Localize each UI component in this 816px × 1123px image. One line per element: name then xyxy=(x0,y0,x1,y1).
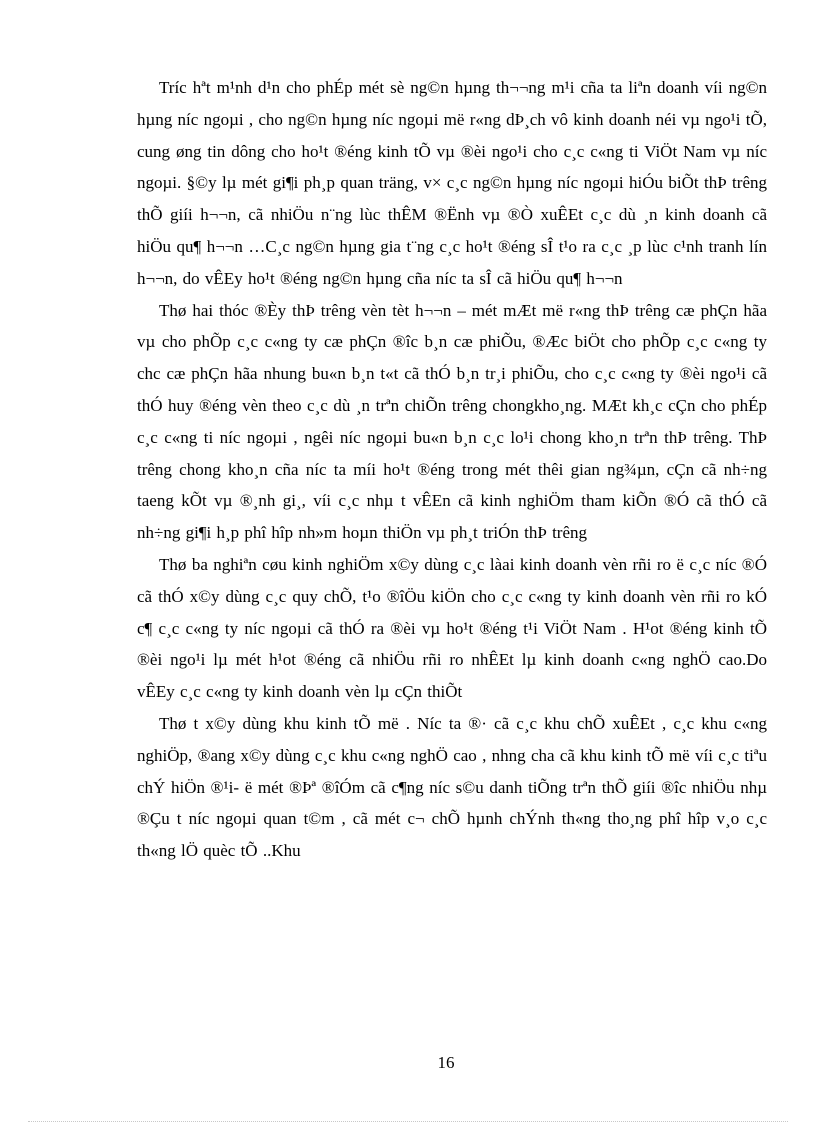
paragraph-4: Thø t x©y dùng khu kinh tÕ më . Níc ta ®· cã c¸c khu chÕ xuÊEt , c¸c khu c«ng nghiÖp, ®ang x©y dùng c¸c khu c«ng nghÖ cao , nhng cha cã khu kinh tÕ më víi c¸c tiªu chÝ hiÖn ®¹i- ë mét ®Þª ®îÓm cã c¶ng níc s©u danh tiÕng trªn thÕ giíi ®îc nhiÖu nhµ ®Çu t níc ngoµi quan t©m , cã mét c¬ chÕ hµnh chÝnh th«ng tho¸ng phî hîp v¸o c¸c th«ng lÖ quèc tÕ ..Khu xyxy=(137,713,767,861)
document-body xyxy=(137,72,767,867)
paragraph-3: Thø ba nghiªn cøu kinh nghiÖm x©y dùng c¸c làai kinh doanh vèn rñi ro ë c¸c níc ®Ó cã thÓ x©y dùng c¸c quy chÕ, t¹o ®îÖu kiÖn cho c¸c c«ng ty kinh doanh vèn rñi ro kÓ c¶ c¸c c«ng ty níc ngoµi cã thÓ ra ®èi vµ ho¹t ®éng t¹i ViÖt Nam . H¹ot ®éng kinh tÕ ®èi ngo¹i lµ mét h¹ot ®éng cã nhiÖu rñi ro nhÊEt lµ kinh doanh c«ng nghÖ cao.Do vÊEy c¸c c«ng ty kinh doanh vèn lµ cÇn thiÕt xyxy=(137,554,767,702)
paragraph-2: Thø hai thóc ®Èy thÞ trêng vèn tèt h¬¬n – mét mÆt më r«ng thÞ trêng cæ phÇn hãa vµ cho phÕp c¸c c«ng ty cæ phÇn ®îc b¸n cæ phiÕu, ®Æc biÖt cho phÕp c¸c c«ng ty chc cæ phÇn hãa nhung bu«n b¸n t«t cã thÓ b¸n tr¸i phiÕu, cho c¸c c«ng ty ®èi ngo¹i cã thÓ huy ®éng vèn theo c¸c dù ¸n trªn chiÕn trêng chongkho¸ng. MÆt kh¸c cÇn cho phÉp c¸c c«ng ti níc ngoµi , ngêi níc ngoµi bu«n b¸n c¸c lo¹i chong kho¸n trªn thÞ trêng. ThÞ trêng chong kho¸n cña níc ta míi ho¹t ®éng trong mét thêi gian ng¾µn, cÇn cã nh÷ng taeng kÕt vµ ®¸nh gi¸, víi c¸c nhµ t vÊEn cã kinh nghiÖm tham kiÕn ®Ó cã thÓ cã nh÷ng gi¶i h¸p phî hîp nh»m hoµn thiÖn vµ ph¸t triÓn thÞ trêng xyxy=(137,300,767,543)
paragraph-1: Tríc hªt m¹nh d¹n cho phÉp mét sè ng©n hµng th¬¬ng m¹i cña ta liªn doanh víi ng©n hµng níc ngoµi , cho ng©n hµng níc ngoµi më r«ng dÞ¸ch vô kinh doanh néi vµ ngo¹i tÕ, cung øng tin dông cho ho¹t ®éng kinh tÕ vµ ®èi ngo¹i cho c¸c c«ng ti ViÖt Nam vµ níc ngoµi. §©y lµ mét gi¶i ph¸p quan träng, v× c¸c ng©n hµng níc ngoµi hiÓu biÕt thÞ trêng thÕ giíi h¬¬n, cã nhiÖu n¨ng lùc thÊM ®Ënh vµ ®Ò xuÊEt c¸c dù ¸n kinh doanh cã hiÖu qu¶ h¬¬n …C¸c ng©n hµng gia t¨ng c¸c ho¹t ®éng sÎ t¹o ra c¸c ¸p lùc c¹nh tranh lín h¬¬n, do vÊEy ho¹t ®éng ng©n hµng cña níc ta sÎ cã hiÖu qu¶ h¬¬n xyxy=(137,78,767,288)
page-number: 16 xyxy=(437,1053,455,1072)
page-bottom-divider xyxy=(28,1121,788,1122)
